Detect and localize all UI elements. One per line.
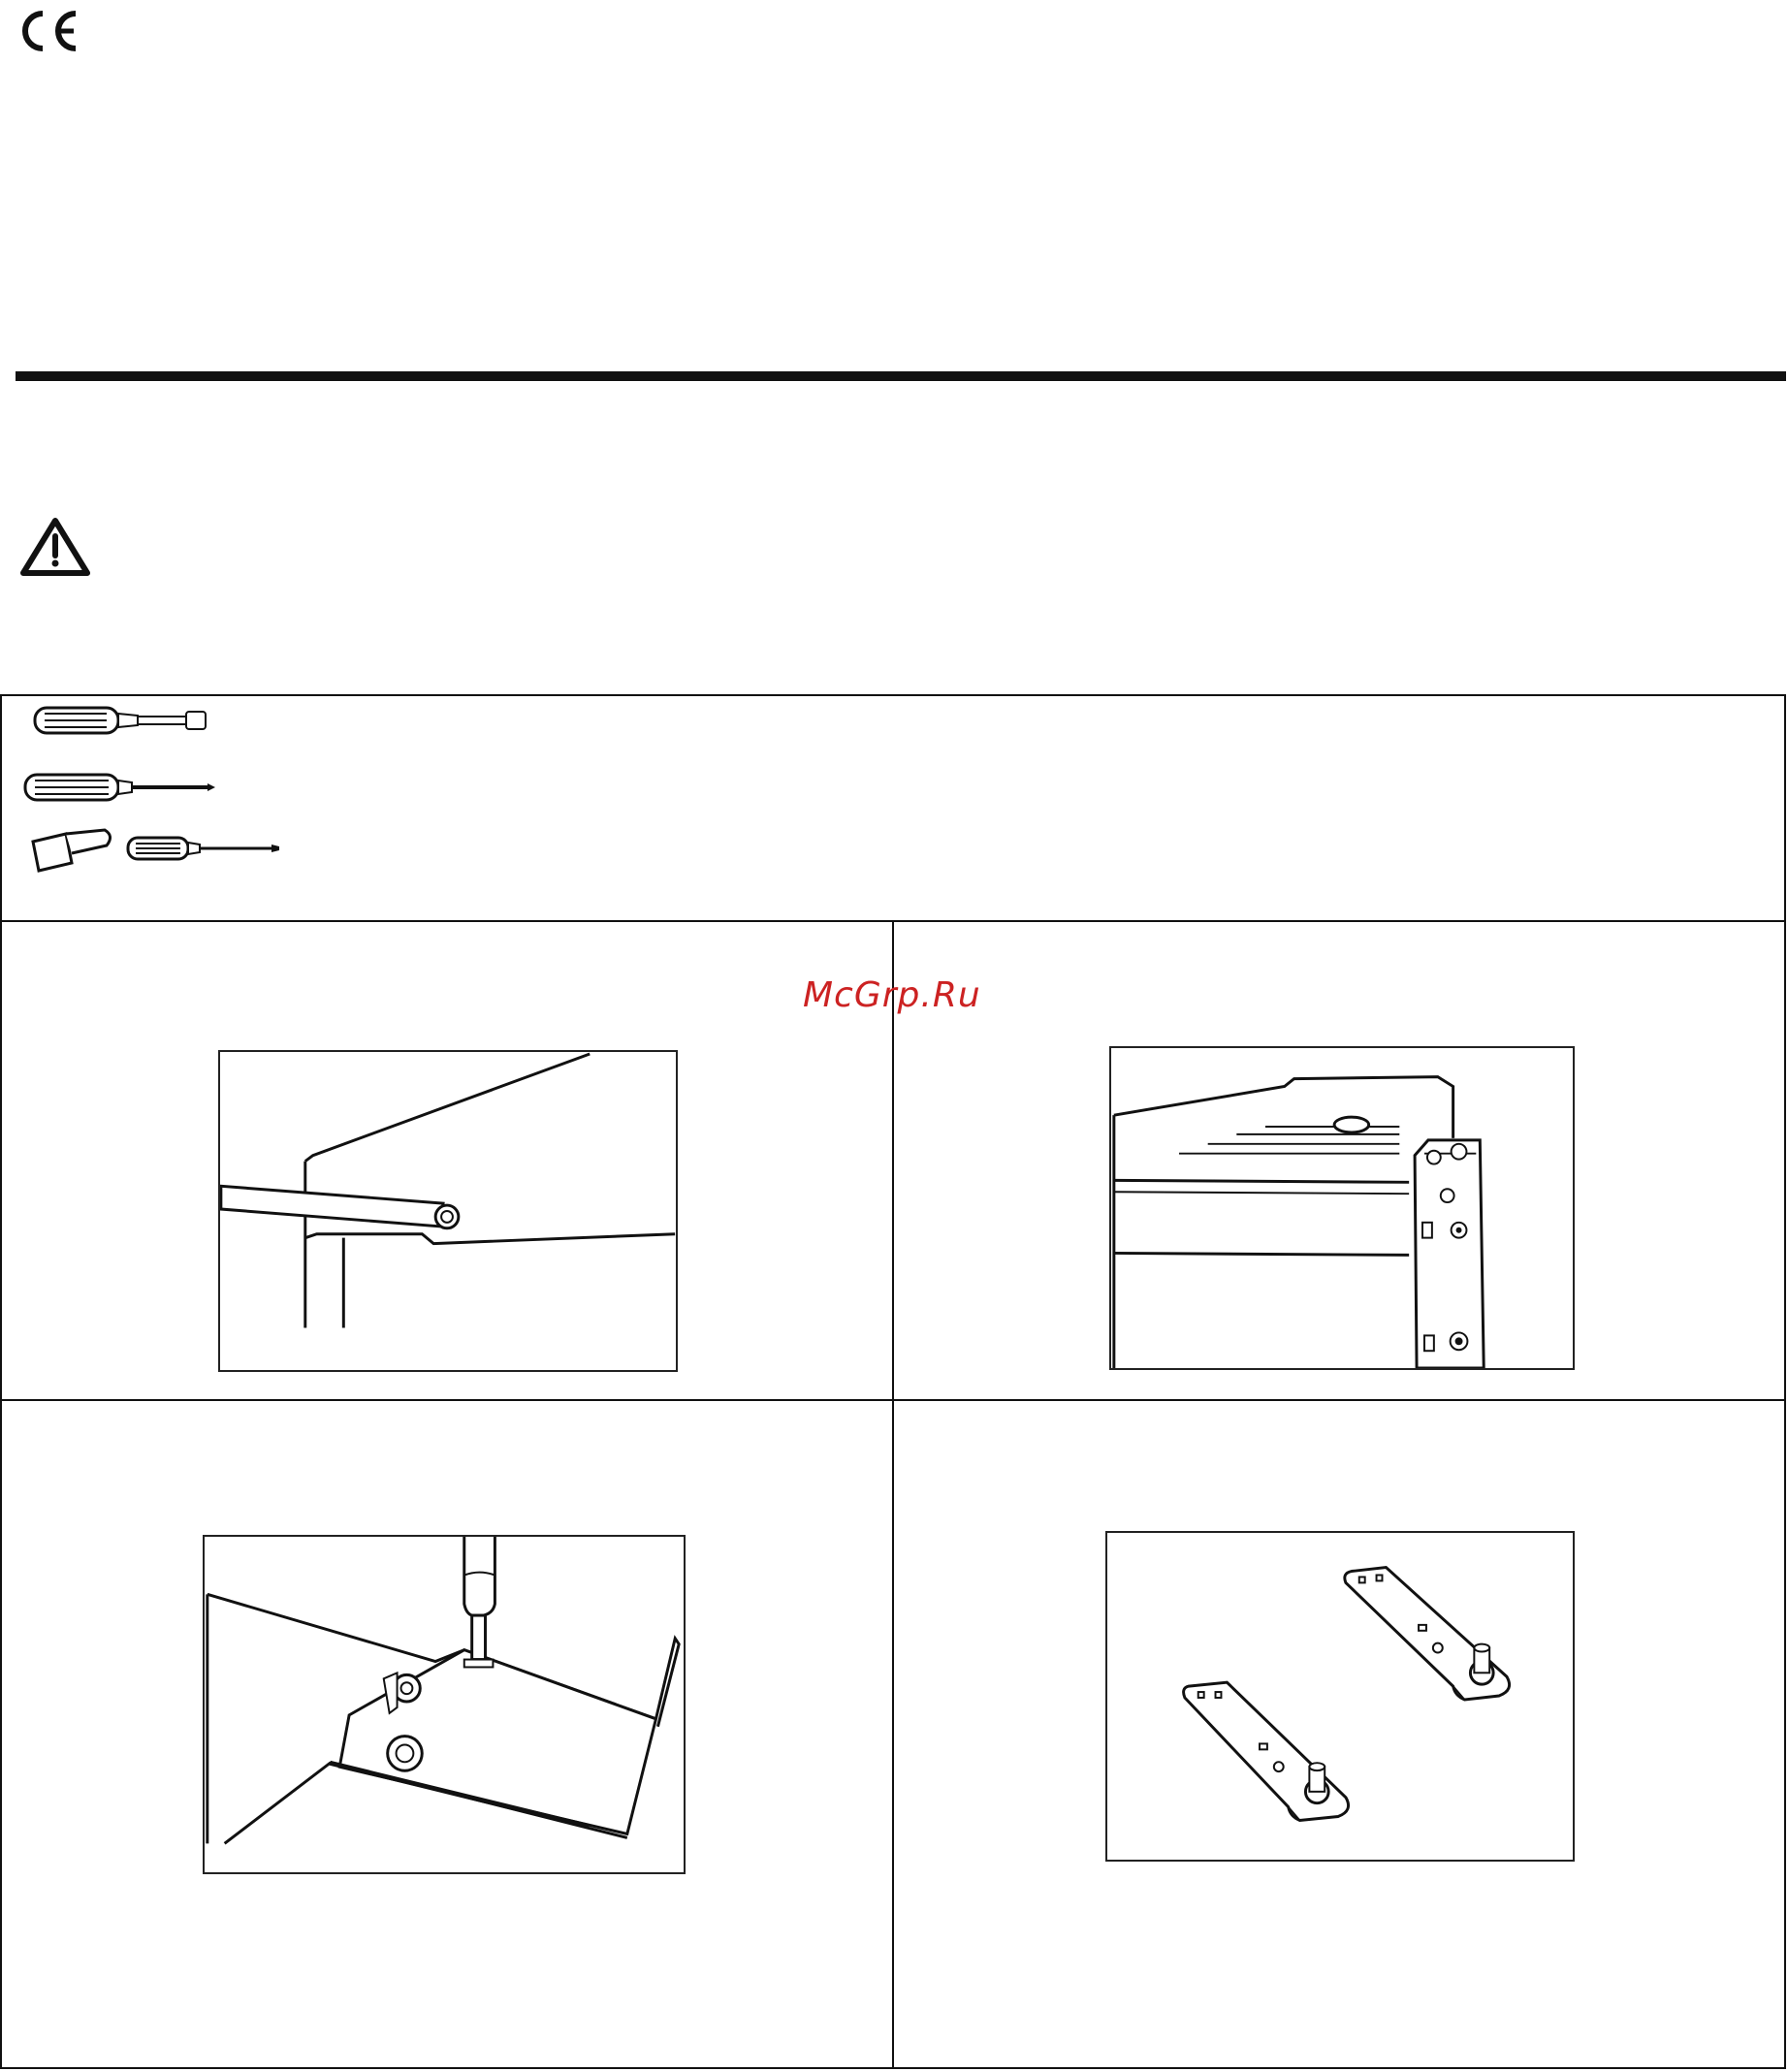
two-hinge-brackets-illustration	[1107, 1533, 1573, 1860]
figure-step-2	[1109, 1046, 1575, 1370]
figure-step-3	[203, 1535, 686, 1874]
ce-mark-icon	[16, 8, 80, 54]
watermark: McGrp.Ru	[803, 975, 981, 1015]
figure-step-4	[1105, 1531, 1575, 1862]
putty-knife-icon	[23, 824, 115, 873]
hinge-plate-screwdriver-illustration	[205, 1537, 684, 1872]
phillips-screwdriver-icon	[23, 771, 217, 804]
flat-screwdriver-icon	[126, 834, 281, 863]
top-hinge-bracket-illustration	[1111, 1048, 1573, 1368]
grid-divider-vertical	[892, 920, 894, 2069]
cabinet-corner-illustration	[220, 1052, 676, 1370]
warning-triangle-icon	[19, 517, 91, 577]
figure-step-1	[218, 1050, 678, 1372]
section-divider	[16, 371, 1786, 381]
nut-driver-icon	[23, 704, 208, 737]
